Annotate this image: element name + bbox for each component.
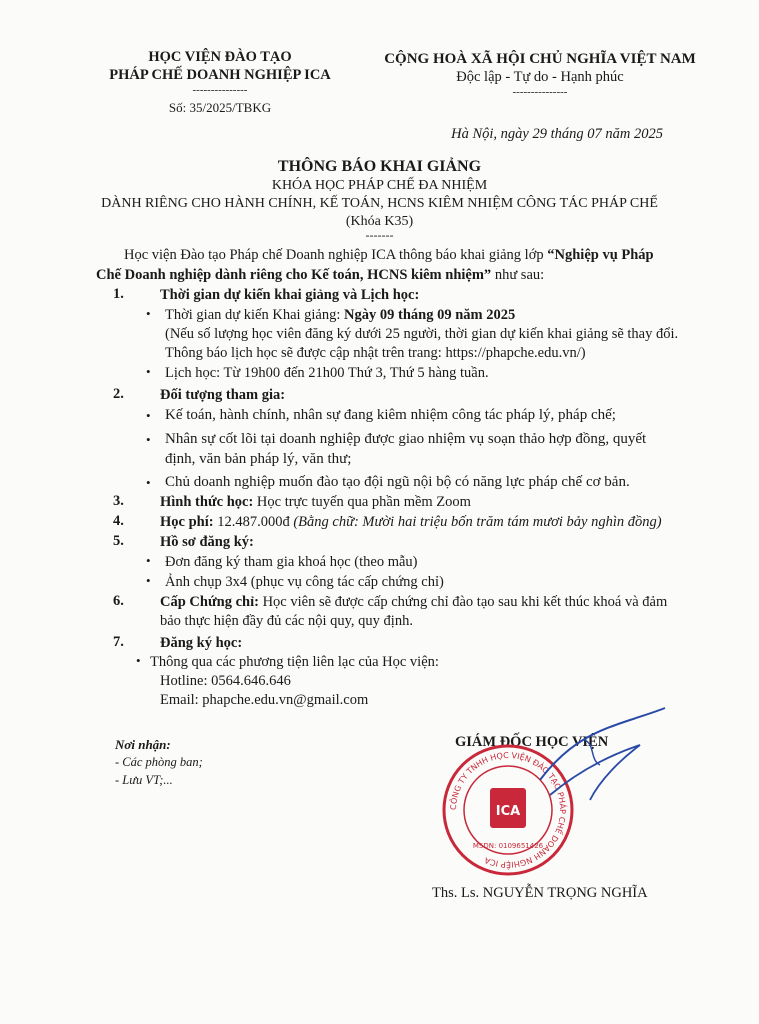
nation-title: CỘNG HOÀ XÃ HỘI CHỦ NGHĨA VIỆT NAM xyxy=(384,51,696,67)
org-divider: --------------- xyxy=(192,84,248,96)
signer-role: GIÁM ĐỐC HỌC VIỆN xyxy=(455,734,609,750)
enrollment-note: (Nếu số lượng học viên đăng ký dưới 25 người, thời gian dự kiến khai giảng sẽ thay đổi. xyxy=(165,326,679,342)
seal-ring-text: CÔNG TY TNHH HỌC VIỆN ĐÀO TẠO PHÁP CHẾ DOANH NGHIỆP ICA xyxy=(448,750,568,870)
nation-motto: Độc lập - Tự do - Hạnh phúc xyxy=(456,69,624,85)
doc-number: Số: 35/2025/TBKG xyxy=(168,100,272,115)
bullet-icon: • xyxy=(146,306,151,321)
tuition-in-words: (Bằng chữ: Mười hai triệu bốn trăm tám mươi bảy nghìn đồng) xyxy=(293,514,662,530)
signature-scribble xyxy=(530,700,670,820)
section-6-number: 6. xyxy=(113,593,124,609)
certificate-line1 xyxy=(160,593,667,611)
tuition-fee xyxy=(160,513,662,531)
bullet-icon: • xyxy=(146,408,151,423)
bullet-icon: • xyxy=(146,475,151,490)
class-schedule: Lịch học: Từ 19h00 đến 21h00 Thứ 3, Thứ 5 hàng tuần. xyxy=(165,365,489,381)
hotline: Hotline: 0564.646.646 xyxy=(160,673,291,689)
nation-divider: --------------- xyxy=(512,86,568,98)
document-item-1: Đơn đăng ký tham gia khoá học (theo mẫu) xyxy=(165,554,418,570)
bullet-icon: • xyxy=(136,653,141,668)
signer-name: Ths. Ls. NGUYỄN TRỌNG NGHĨA xyxy=(432,885,648,901)
audience-item-2-line2: định, văn bản pháp lý, văn thư; xyxy=(165,451,352,467)
tuition-label: Học phí: xyxy=(160,514,214,530)
start-date-line xyxy=(165,306,515,324)
org-name-line1: HỌC VIỆN ĐÀO TẠO xyxy=(148,49,292,65)
audience-item-2-line1: Nhân sự cốt lõi tại doanh nghiệp được giao nhiệm vụ soạn thảo hợp đồng, quyết xyxy=(165,431,647,447)
audience-item-1: Kế toán, hành chính, nhân sự đang kiêm nhiệm công tác pháp lý, pháp chế; xyxy=(165,407,616,423)
study-format-value: Học trực tuyến qua phần mềm Zoom xyxy=(253,494,471,510)
study-format xyxy=(160,493,471,511)
intro-line1 xyxy=(124,246,654,264)
intro-tail: như sau: xyxy=(491,267,545,283)
course-code: (Khóa K35) xyxy=(345,214,414,229)
org-name-line2: PHÁP CHẾ DOANH NGHIỆP ICA xyxy=(109,67,331,83)
section-7-title: Đăng ký học: xyxy=(160,635,243,651)
email: Email: phapche.edu.vn@gmail.com xyxy=(160,692,369,708)
place-date: Hà Nội, ngày 29 tháng 07 năm 2025 xyxy=(451,126,663,142)
bullet-icon: • xyxy=(146,432,151,447)
section-7-number: 7. xyxy=(113,634,124,650)
start-date-label: Thời gian dự kiến Khai giảng: xyxy=(165,307,345,323)
intro-text: Học viện Đào tạo Pháp chế Doanh nghiệp ICA thông báo khai giảng lớp xyxy=(124,247,548,263)
section-5-number: 5. xyxy=(113,533,124,549)
section-2-number: 2. xyxy=(113,386,124,402)
title-divider: ------- xyxy=(365,228,394,242)
recipient-item: - Các phòng ban; xyxy=(115,755,203,769)
document-item-2: Ảnh chụp 3x4 (phục vụ công tác cấp chứng chỉ) xyxy=(165,574,444,590)
audience-item-3: Chủ doanh nghiệp muốn đào tạo đội ngũ nội bộ có năng lực pháp chế cơ bản. xyxy=(165,474,630,490)
course-title-part1: “Nghiệp vụ Pháp xyxy=(547,247,654,263)
contact-intro: Thông qua các phương tiện liên lạc của Học viện: xyxy=(150,654,439,670)
seal-logo-text: ICA xyxy=(495,804,521,819)
tuition-amount: 12.487.000đ xyxy=(213,514,294,530)
section-1-title: Thời gian dự kiến khai giảng và Lịch học: xyxy=(160,287,420,303)
intro-line2 xyxy=(96,266,544,284)
bullet-icon: • xyxy=(146,553,151,568)
certificate-text: Học viên sẽ được cấp chứng chỉ đào tạo sau khi kết thúc khoá và đảm xyxy=(258,594,668,610)
nation-block xyxy=(340,50,740,98)
schedule-update-note: Thông báo lịch học sẽ được cập nhật trên trang: https://phapche.edu.vn/) xyxy=(165,345,586,361)
certificate-label: Cấp Chứng chỉ: xyxy=(160,594,259,610)
bullet-icon: • xyxy=(146,573,151,588)
study-format-label: Hình thức học: xyxy=(160,494,254,510)
certificate-line2: bảo thực hiện đầy đủ các nội quy, quy định. xyxy=(160,613,413,629)
course-name: KHÓA HỌC PHÁP CHẾ ĐA NHIỆM xyxy=(271,178,488,193)
section-1-number: 1. xyxy=(113,286,124,302)
start-date-value: Ngày 09 tháng 09 năm 2025 xyxy=(344,307,516,323)
seal-code: MSDN: 0109651426 xyxy=(472,842,544,850)
recipients-label: Nơi nhận: xyxy=(115,737,171,752)
course-audience: DÀNH RIÊNG CHO HÀNH CHÍNH, KẾ TOÁN, HCNS KIÊM NHIỆM CÔNG TÁC PHÁP CHẾ xyxy=(101,196,658,211)
issuer-block xyxy=(100,48,340,116)
course-title-part2: Chế Doanh nghiệp dành riêng cho Kế toán, HCNS kiêm nhiệm” xyxy=(96,267,492,283)
section-3-number: 3. xyxy=(113,493,124,509)
doc-title: THÔNG BÁO KHAI GIẢNG xyxy=(277,158,482,175)
recipient-item: - Lưu VT;... xyxy=(115,773,173,787)
section-2-title: Đối tượng tham gia: xyxy=(160,387,286,403)
section-4-number: 4. xyxy=(113,513,124,529)
section-5-title: Hồ sơ đăng ký: xyxy=(160,534,254,550)
bullet-icon: • xyxy=(146,364,151,379)
